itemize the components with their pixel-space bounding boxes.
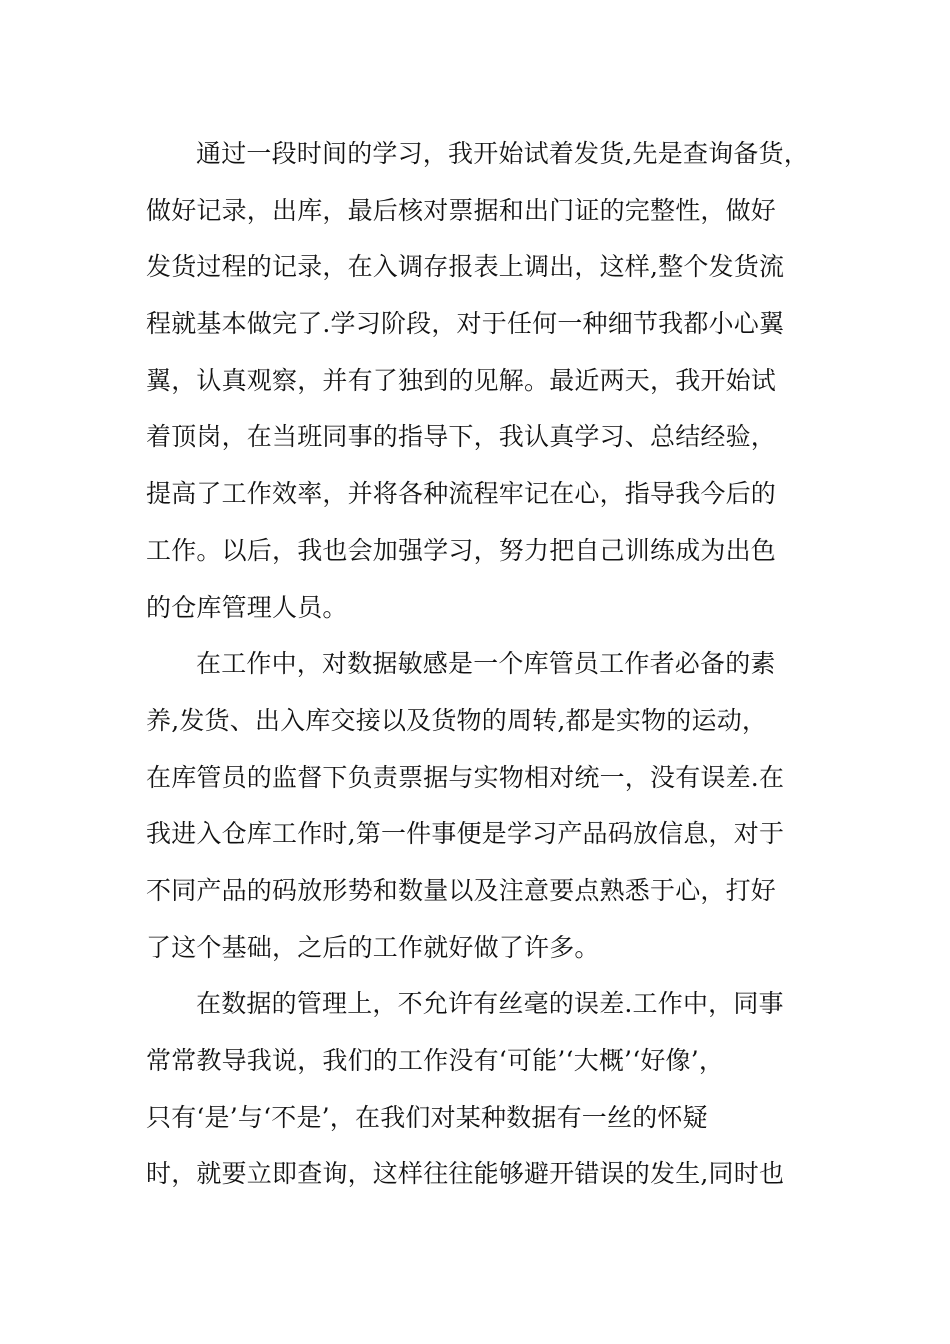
text-line: 程就基本做完了.学习阶段，对于任何一种细节我都小心翼 (146, 309, 785, 339)
text-line: 发货过程的记录，在入调存报表上调出，这样,整个发货流 (146, 252, 785, 282)
text-line: 工作。以后，我也会加强学习，努力把自己训练成为出色 (146, 535, 777, 565)
text-line: 在工作中，对数据敏感是一个库管员工作者必备的素 (196, 649, 776, 679)
text-line: 不同产品的码放形势和数量以及注意要点熟悉于心，打好 (146, 875, 777, 905)
text-line: 在库管员的监督下负责票据与实物相对统一，没有误差.在 (146, 762, 785, 792)
text-line: 着顶岗，在当班同事的指导下，我认真学习、总结经验， (146, 422, 777, 452)
text-line: 了这个基础，之后的工作就好做了许多。 (146, 932, 600, 962)
text-line: 做好记录，出库，最后核对票据和出门证的完整性，做好 (146, 195, 777, 225)
text-line: 时，就要立即查询，这样往往能够避开错误的发生,同时也 (146, 1159, 785, 1189)
text-line: 我进入仓库工作时,第一件事便是学习产品码放信息，对于 (146, 819, 785, 849)
text-line: 常常教导我说，我们的工作没有‘可能’‘大概’‘好像’， (146, 1046, 725, 1075)
paragraph-1 (146, 126, 811, 636)
text-line: 提高了工作效率，并将各种流程牢记在心，指导我今后的 (146, 479, 777, 509)
text-line: 养,发货、出入库交接以及货物的周转,都是实物的运动， (146, 705, 768, 735)
text-line: 的仓库管理人员。 (146, 592, 348, 622)
document-body (146, 126, 811, 1203)
text-line: 在数据的管理上，不允许有丝毫的误差.工作中，同事 (196, 989, 784, 1019)
text-line: 通过一段时间的学习，我开始试着发货,先是查询备货， (196, 139, 809, 168)
paragraph-3 (146, 976, 811, 1203)
paragraph-2 (146, 636, 811, 976)
text-line: 翼，认真观察，并有了独到的见解。最近两天，我开始试 (146, 365, 777, 395)
text-line: 只有‘是’与‘不是’，在我们对某种数据有一丝的怀疑 (146, 1102, 708, 1132)
